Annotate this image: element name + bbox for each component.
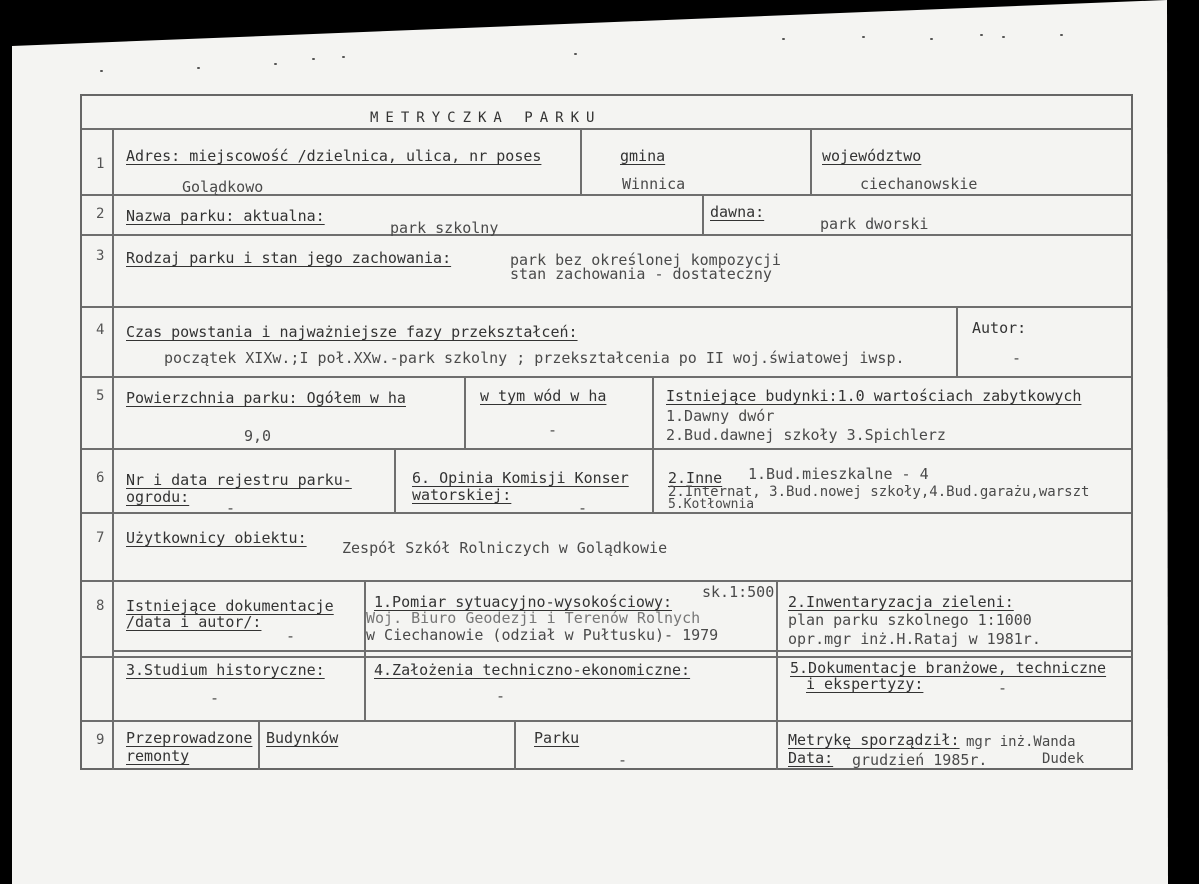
survey-author: Woj. Biuro Geodezji i Terenów Rolnych: [366, 609, 701, 627]
commission-opinion-label: 6. Opinia Komisji Konser: [412, 469, 629, 487]
row-number: 4: [96, 322, 105, 338]
techno-economic-label: 4.Założenia techniczno-ekonomiczne:: [374, 661, 691, 679]
repairs-label: Przeprowadzone: [126, 729, 253, 747]
techno-economic-value: -: [496, 687, 506, 705]
commune-label: gmina: [620, 147, 666, 165]
author-label: Autor:: [972, 319, 1027, 337]
park-type-value: park bez określonej kompozycji: [510, 251, 781, 269]
origin-phases-label: Czas powstania i najważniejsze fazy przekształceń:: [126, 323, 578, 341]
water-area-value: -: [548, 421, 558, 439]
commission-opinion-value: -: [578, 499, 588, 517]
row-number: 6: [96, 470, 105, 486]
row-number: 2: [96, 206, 105, 222]
users-value: Zespół Szkół Rolniczych w Golądkowie: [342, 539, 668, 557]
park-repairs-label: Parku: [534, 729, 580, 747]
area-value: 9,0: [244, 427, 272, 445]
preservation-state-value: stan zachowania - dostateczny: [510, 265, 772, 283]
prepared-by-value: Dudek: [1042, 751, 1085, 767]
industry-docs-label: i ekspertyzy:: [806, 675, 924, 693]
row-number: 3: [96, 248, 105, 264]
prepared-by-label: Metrykę sporządził:: [788, 731, 960, 749]
other-buildings-item: 1.Bud.mieszkalne - 4: [748, 465, 929, 483]
survey-author: w Ciechanowie (odział w Pułtusku)- 1979: [366, 626, 719, 644]
buildings-repairs-label: Budynków: [266, 729, 339, 747]
users-label: Użytkownicy obiektu:: [126, 529, 307, 547]
park-name-value: park szkolny: [390, 219, 499, 237]
park-name-label: Nazwa parku: aktualna:: [126, 207, 325, 225]
park-record-card: [80, 94, 1133, 770]
row-number: 7: [96, 530, 105, 546]
survey-scale: sk.1:500: [702, 583, 775, 601]
buildings-item: 1.Dawny dwór: [666, 407, 775, 425]
date-value: grudzień 1985r.: [852, 751, 988, 769]
greenery-inventory-item: opr.mgr inż.H.Rataj w 1981r.: [788, 630, 1041, 648]
industry-docs-label: 5.Dokumentacje branżowe, techniczne: [790, 659, 1107, 677]
other-buildings-item: 5.Kotłownia: [668, 497, 755, 512]
prepared-by-value: mgr inż.Wanda: [966, 734, 1076, 750]
greenery-inventory-item: plan parku szkolnego 1:1000: [788, 611, 1032, 629]
documentation-label: /data i autor/:: [126, 613, 262, 631]
card-title: METRYCZKA PARKU: [370, 110, 602, 126]
repairs-label: remonty: [126, 747, 190, 765]
voivodeship-value: ciechanowskie: [860, 175, 978, 193]
historical-study-value: -: [210, 689, 220, 707]
address-value: Golądkowo: [182, 178, 264, 196]
park-repairs-value: -: [618, 751, 628, 769]
other-buildings-item: 2.Internat, 3.Bud.nowej szkoły,4.Bud.garażu,warszt: [668, 484, 1090, 500]
historical-study-label: 3.Studium historyczne:: [126, 661, 325, 679]
documentation-value: -: [286, 627, 296, 645]
row-number: 1: [96, 156, 105, 172]
commune-value: Winnica: [622, 175, 686, 193]
area-label: Powierzchnia parku: Ogółem w ha: [126, 389, 406, 407]
author-value: -: [1012, 349, 1022, 367]
former-name-value: park dworski: [820, 215, 929, 233]
documentation-label: Istniejące dokumentacje: [126, 597, 334, 615]
date-label: Data:: [788, 749, 834, 767]
industry-docs-value: -: [998, 679, 1008, 697]
address-label: Adres: miejscowość /dzielnica, ulica, nr poses: [126, 147, 542, 165]
voivodeship-label: województwo: [822, 147, 922, 165]
register-label: Nr i data rejestru parku-: [126, 471, 352, 489]
row-number: 5: [96, 388, 105, 404]
row-number: 9: [96, 732, 105, 748]
former-name-label: dawna:: [710, 203, 765, 221]
commission-opinion-label: watorskiej:: [412, 486, 512, 504]
other-buildings-label: 2.Inne: [668, 469, 723, 487]
origin-phases-value: początek XIXw.;I poł.XXw.-park szkolny ; przekształcenia po II woj.światowej iwsp.: [164, 349, 905, 367]
register-label: ogrodu:: [126, 488, 190, 506]
buildings-label: Istniejące budynki:1.0 wartościach zabytkowych: [666, 387, 1082, 405]
register-value: -: [226, 499, 236, 517]
row-number: 8: [96, 598, 105, 614]
survey-label: 1.Pomiar sytuacyjno-wysokościowy:: [374, 593, 673, 611]
water-area-label: w tym wód w ha: [480, 387, 607, 405]
buildings-item: 2.Bud.dawnej szkoły 3.Spichlerz: [666, 426, 946, 444]
greenery-inventory-label: 2.Inwentaryzacja zieleni:: [788, 593, 1014, 611]
park-type-label: Rodzaj parku i stan jego zachowania:: [126, 249, 452, 267]
